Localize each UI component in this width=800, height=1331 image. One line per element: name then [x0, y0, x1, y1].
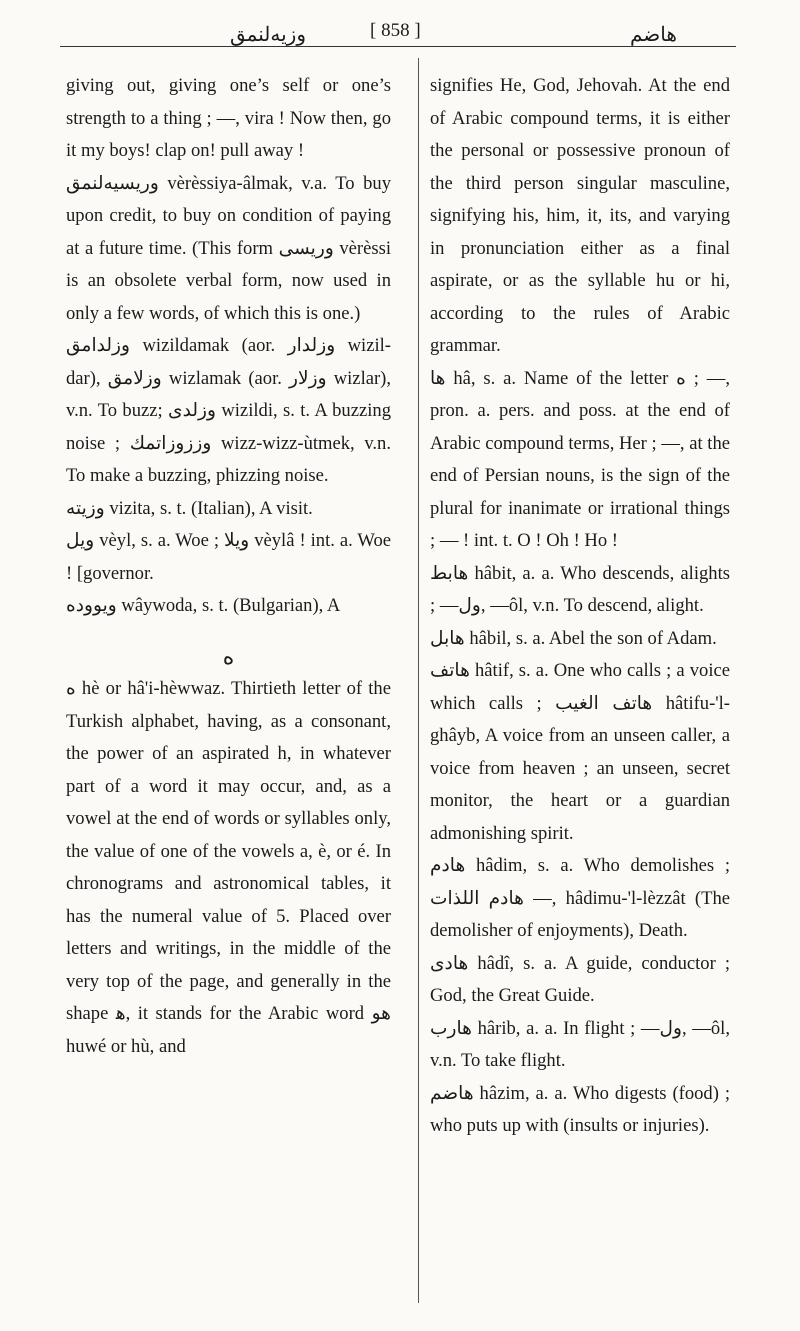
running-head-left: وزیه‌لنمق — [230, 22, 306, 46]
right-column — [430, 70, 730, 1143]
dictionary-entry: هابط hâbit, a. a. Who descends, alights ; —ول, —ôl, v.n. To descend, alight. — [430, 562, 730, 616]
dictionary-entry: ویووده wâywoda, s. t. (Bulgarian), A — [66, 595, 341, 616]
dictionary-entry: وزیته vizita, s. t. (Italian), A visit. — [66, 497, 313, 519]
dictionary-entry: ها hâ, s. a. Name of the letter ه ; —, pron. a. pers. and poss. at the end of Arabic compound terms, Her ; —, at the end of Persian nouns, is the sign of the plural for inanimate or irrational things ; — ! int. t. O ! Oh ! Ho ! — [430, 367, 730, 551]
entry-continuation: signifies He, God, Jehovah. At the end of Arabic compound terms, it is either the personal or possessive pronoun of the third person singular masculine, signifying his, him, it, its, and varying in pronunciation either as a final aspirate, or as the syllable hu or hi, according to the rules of Arabic grammar. — [430, 75, 730, 356]
entry-continuation: giving out, giving one’s self or one’s strength to a thing ; —, vira ! Now then, go it my boys! clap on! pull away ! — [66, 75, 391, 161]
dictionary-entry: هادی hâdî, s. a. A guide, conductor ; God, the Great Guide. — [430, 952, 730, 1006]
dictionary-entry: هارب hârib, a. a. In flight ; —ول, —ôl, v.n. To take flight. — [430, 1017, 730, 1071]
column-divider — [418, 58, 419, 1303]
page-number: [ 858 ] — [370, 20, 421, 41]
section-letter-heading: ه — [222, 643, 235, 669]
dictionary-entry: وزلدامق wizildamak (aor. وزلدار wizil-dar), وزلامق wizlamak (aor. وزلار wizlar), v.n. To buzz; وزلدی wizildi, s. t. A buzzing noise ; وززوزاتمك wizz-wizz-ùtmek, v.n. To make a buzzing, phizzing noise. — [66, 335, 392, 486]
header-rule — [60, 46, 736, 47]
dictionary-entry: ه hè or hâ'i-hèwwaz. Thirtieth letter of the Turkish alphabet, having, as a consonant, the power of an aspirated h, in whatever part of a word it may occur, and, as a vowel at the end of words or syllables only, the value of one of the vowels a, è, or é. In chronograms and astronomical tables, it has the numeral value of 5. Placed over letters and writings, in the middle of the very top of the page, and generally in the shape ﻫ, it stands for the Arabic word هو huwé or hù, and — [66, 678, 391, 1057]
dictionary-entry: هادم hâdim, s. a. Who demolishes ; هادم اللذات —, hâdimu-'l-lèzzât (The demolisher of enjoyments), Death. — [430, 855, 730, 941]
dictionary-entry: هاتف hâtif, s. a. One who calls ; a voice which calls ; هاتف الغیب hâtifu-'l-ghâyb, A voice from an unseen caller, a voice from heaven ; an unseen, secret monitor, the heart or a guardian admonishing spirit. — [430, 660, 730, 844]
dictionary-entry: هابل hâbil, s. a. Abel the son of Adam. — [430, 627, 717, 649]
dictionary-entry: وریسیه‌لنمق vèrèssiya-âlmak, v.a. To buy upon credit, to buy on condition of paying at a future time. (This form وریسی vèrèssi is an obsolete verbal form, now used in only a few words, of which this is one.) — [66, 172, 391, 324]
page-header — [0, 18, 800, 58]
running-head-right: هاضم — [630, 22, 677, 46]
left-column — [66, 70, 391, 1063]
dictionary-entry: ویل vèyl, s. a. Woe ; ویلا vèylâ ! int. a. Woe ! [governor. — [66, 530, 392, 584]
dictionary-entry: هاضم hâzim, a. a. Who digests (food) ; who puts up with (insults or injuries). — [430, 1082, 730, 1136]
